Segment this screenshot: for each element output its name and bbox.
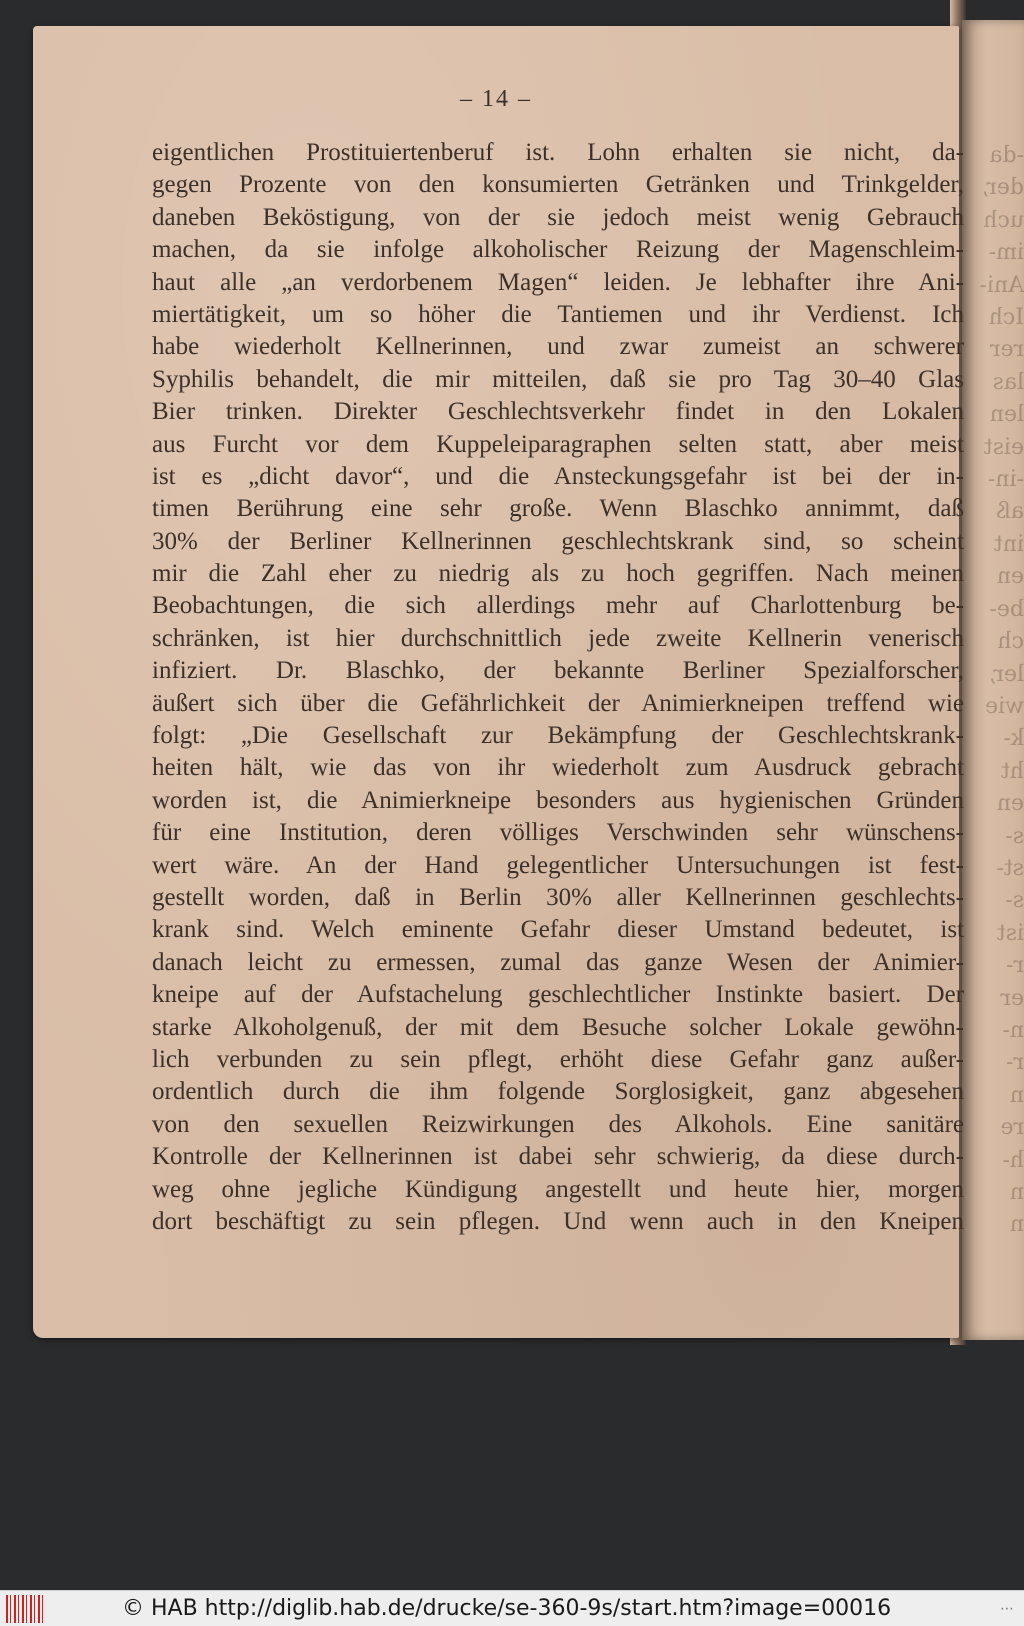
text-line: machen, da sie infolge alkoholischer Reizung der Magenschleim- — [152, 236, 964, 264]
text-line: miertätigkeit, um so höher die Tantiemen und ihr Verdienst. Ich — [152, 300, 964, 328]
text-line: eigentlichen Prostituiertenberuf ist. Lohn erhalten sie nicht, da- — [152, 139, 964, 166]
text-line: schränken, ist hier durchschnittlich jede zweite Kellnerin venerisch — [152, 624, 964, 652]
text-line: heiten hält, wie das von ihr wiederholt zum Ausdruck gebracht — [152, 754, 964, 782]
text-line: haut alle „an verdorbenem Magen“ leiden. Je lebhafter ihre Ani- — [152, 268, 964, 296]
text-line: lich verbunden zu sein pflegt, erhöht diese Gefahr ganz außer- — [152, 1045, 964, 1073]
text-line: Bier trinken. Direkter Geschlechtsverkehr findet in den Lokalen — [152, 398, 964, 426]
text-line: worden ist, die Animierkneipe besonders aus hygienischen Gründen — [152, 786, 964, 814]
footer-bar — [0, 1590, 1024, 1626]
text-line: timen Berührung eine sehr große. Wenn Blaschko annimmt, daß — [152, 495, 964, 523]
hab-barcode-icon — [6, 1595, 46, 1623]
text-line: Kontrolle der Kellnerinnen ist dabei sehr schwierig, da diese durch- — [152, 1143, 964, 1171]
text-line: daneben Beköstigung, von der sie jedoch meist wenig Gebrauch — [152, 203, 964, 231]
text-line: dort beschäftigt zu sein pflegen. Und wenn auch in den Kneipen — [152, 1207, 964, 1235]
facing-page-bleed-text: -da der, uch im- Ani- Ich rer las len eist -in- aß int en be- ch ler, wie k- ht en s- st- s- ist r- er n- r- n re h- n n — [979, 143, 1024, 1238]
page-body-text — [152, 137, 964, 1238]
text-line: von den sexuellen Reizwirkungen des Alkohols. Eine sanitäre — [152, 1110, 964, 1138]
text-line: infiziert. Dr. Blaschko, der bekannte Berliner Spezialforscher, — [152, 657, 964, 685]
text-line: gegen Prozente von den konsumierten Getränken und Trinkgelder, — [152, 171, 964, 199]
text-line: weg ohne jegliche Kündigung angestellt und heute hier, morgen — [152, 1175, 964, 1203]
text-line: krank sind. Welch eminente Gefahr dieser Umstand bedeutet, ist — [152, 916, 964, 944]
text-line: starke Alkoholgenuß, der mit dem Besuche solcher Lokale gewöhn- — [152, 1013, 964, 1041]
text-line: aus Furcht vor dem Kuppeleiparagraphen selten statt, aber meist — [152, 430, 964, 458]
text-line: kneipe auf der Aufstachelung geschlechtlicher Instinkte basiert. Der — [152, 981, 964, 1009]
facing-page-edge — [962, 20, 1024, 1340]
text-line: Syphilis behandelt, die mir mitteilen, daß sie pro Tag 30–40 Glas — [152, 365, 964, 393]
text-line: ist es „dicht davor“, und die Ansteckungsgefahr ist bei der in- — [152, 462, 964, 490]
text-line: Beobachtungen, die sich allerdings mehr auf Charlottenburg be- — [152, 592, 964, 620]
text-line: habe wiederholt Kellnerinnen, und zwar zumeist an schwerer — [152, 333, 964, 361]
text-line: äußert sich über die Gefährlichkeit der Animierkneipen treffend wie — [152, 689, 964, 717]
footer-credit-link[interactable]: © HAB http://diglib.hab.de/drucke/se-360-9s/start.htm?image=00016 — [122, 1596, 892, 1621]
text-line: gestellt worden, daß in Berlin 30% aller Kellnerinnen geschlechts- — [152, 883, 964, 911]
text-line: 30% der Berliner Kellnerinnen geschlechtskrank sind, so scheint — [152, 527, 964, 555]
text-line: danach leicht zu ermessen, zumal das ganze Wesen der Animier- — [152, 948, 964, 976]
text-line: ordentlich durch die ihm folgende Sorglosigkeit, ganz abgesehen — [152, 1078, 964, 1106]
text-line: wert wäre. An der Hand gelegentlicher Untersuchungen ist fest- — [152, 851, 964, 879]
text-line: für eine Institution, deren völliges Verschwinden sehr wünschens- — [152, 819, 964, 847]
text-line: folgt: „Die Gesellschaft zur Bekämpfung der Geschlechtskrank- — [152, 722, 964, 750]
book-page — [33, 26, 964, 1338]
text-line: mir die Zahl eher zu niedrig als zu hoch gegriffen. Nach meinen — [152, 560, 964, 588]
page-number: – 14 – — [460, 86, 532, 112]
more-options-icon[interactable]: ⋯ — [1000, 1601, 1014, 1617]
